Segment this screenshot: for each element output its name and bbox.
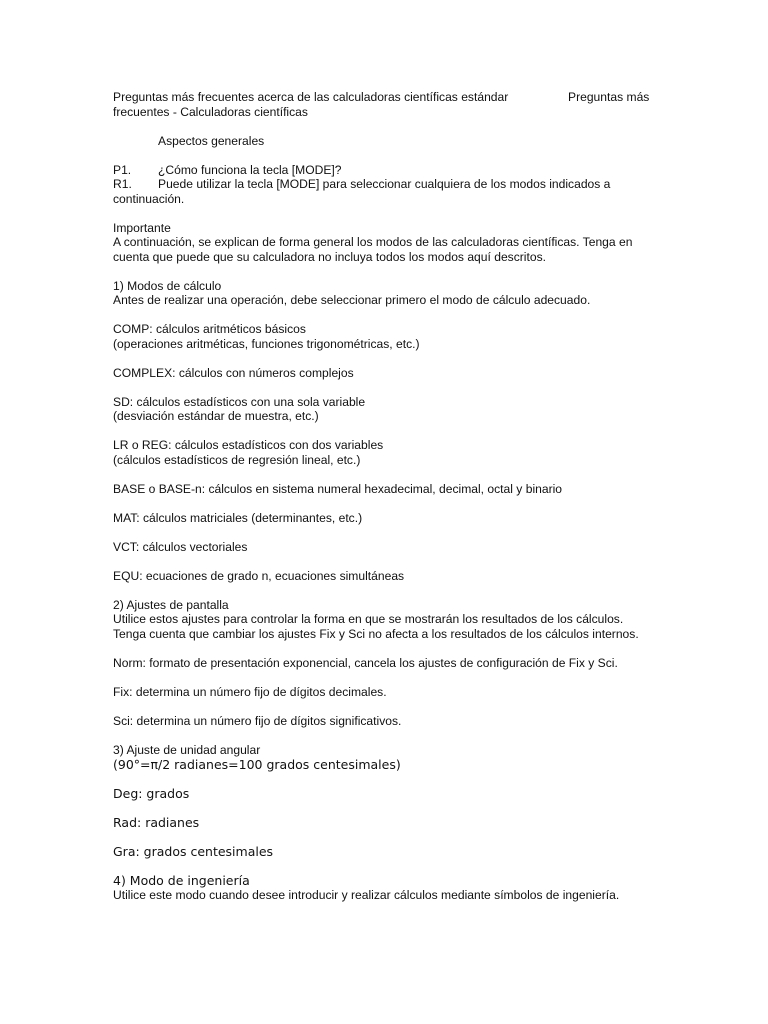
- angle-rad: Rad: radianes: [113, 815, 200, 830]
- doc-title-right: Preguntas más: [568, 90, 650, 104]
- setting-fix: Fix: determina un número fijo de dígitos decimales.: [113, 684, 387, 699]
- question-label: P1.: [113, 162, 132, 177]
- doc-title-left: Preguntas más frecuentes acerca de las calculadoras científicas estándar: [113, 90, 509, 104]
- engineering-heading: 4) Modo de ingeniería: [113, 873, 250, 888]
- important-text-cont: cuenta que puede que su calculadora no incluya todos los modos aquí descritos.: [113, 249, 546, 264]
- angle-formula: (90°=π/2 radianes=100 grados centesimales): [113, 757, 401, 772]
- setting-sci: Sci: determina un número fijo de dígitos significativos.: [113, 713, 402, 728]
- answer-label: R1.: [113, 177, 132, 191]
- question-text: ¿Cómo funciona la tecla [MODE]?: [158, 162, 342, 177]
- display-heading: 2) Ajustes de pantalla: [113, 597, 229, 612]
- section-general-heading: Aspectos generales: [158, 133, 265, 148]
- mode-lr: LR o REG: cálculos estadísticos con dos variables: [113, 438, 384, 452]
- angle-deg: Deg: grados: [113, 786, 190, 801]
- mode-equ: EQU: ecuaciones de grado n, ecuaciones simultáneas: [113, 568, 405, 583]
- display-text-cont: Tenga cuenta que cambiar los ajustes Fix y Sci no afecta a los resultados de los cálculos internos.: [113, 626, 639, 641]
- display-text: Utilice estos ajustes para controlar la forma en que se mostrarán los resultados de los cálculos.: [113, 612, 624, 626]
- calc-modes-intro: Antes de realizar una operación, debe seleccionar primero el modo de cálculo adecuado.: [113, 293, 591, 307]
- angle-gra: Gra: grados centesimales: [113, 844, 274, 859]
- answer-1-cont: continuación.: [113, 191, 185, 206]
- mode-mat: MAT: cálculos matriciales (determinantes, etc.): [113, 510, 363, 525]
- mode-comp: COMP: cálculos aritméticos básicos: [113, 322, 306, 336]
- important-text: A continuación, se explican de forma general los modos de las calculadoras científicas. Tenga en: [113, 235, 633, 249]
- mode-base: BASE o BASE-n: cálculos en sistema numeral hexadecimal, decimal, octal y binario: [113, 481, 563, 496]
- mode-vct: VCT: cálculos vectoriales: [113, 539, 248, 554]
- calc-modes-heading: 1) Modos de cálculo: [113, 278, 222, 293]
- important-heading: Importante: [113, 220, 171, 235]
- doc-title: [113, 90, 658, 105]
- doc-title-line2: frecuentes - Calculadoras científicas: [113, 104, 308, 119]
- answer-text: Puede utilizar la tecla [MODE] para seleccionar cualquiera de los modos indicados a: [158, 177, 611, 191]
- angle-heading: 3) Ajuste de unidad angular: [113, 742, 261, 757]
- answer-1: [113, 177, 658, 192]
- setting-norm: Norm: formato de presentación exponencial, cancela los ajustes de configuración de Fix y Sci.: [113, 655, 618, 670]
- mode-lr-detail: (cálculos estadísticos de regresión lineal, etc.): [113, 452, 361, 467]
- mode-sd: SD: cálculos estadísticos con una sola variable: [113, 394, 366, 409]
- question-1: [113, 163, 658, 178]
- engineering-text: Utilice este modo cuando desee introducir y realizar cálculos mediante símbolos de ingeniería.: [113, 888, 620, 902]
- mode-comp-detail: (operaciones aritméticas, funciones trigonométricas, etc.): [113, 336, 420, 351]
- mode-sd-detail: (desviación estándar de muestra, etc.): [113, 409, 319, 423]
- mode-complex: COMPLEX: cálculos con números complejos: [113, 365, 354, 380]
- document-body: [113, 90, 658, 903]
